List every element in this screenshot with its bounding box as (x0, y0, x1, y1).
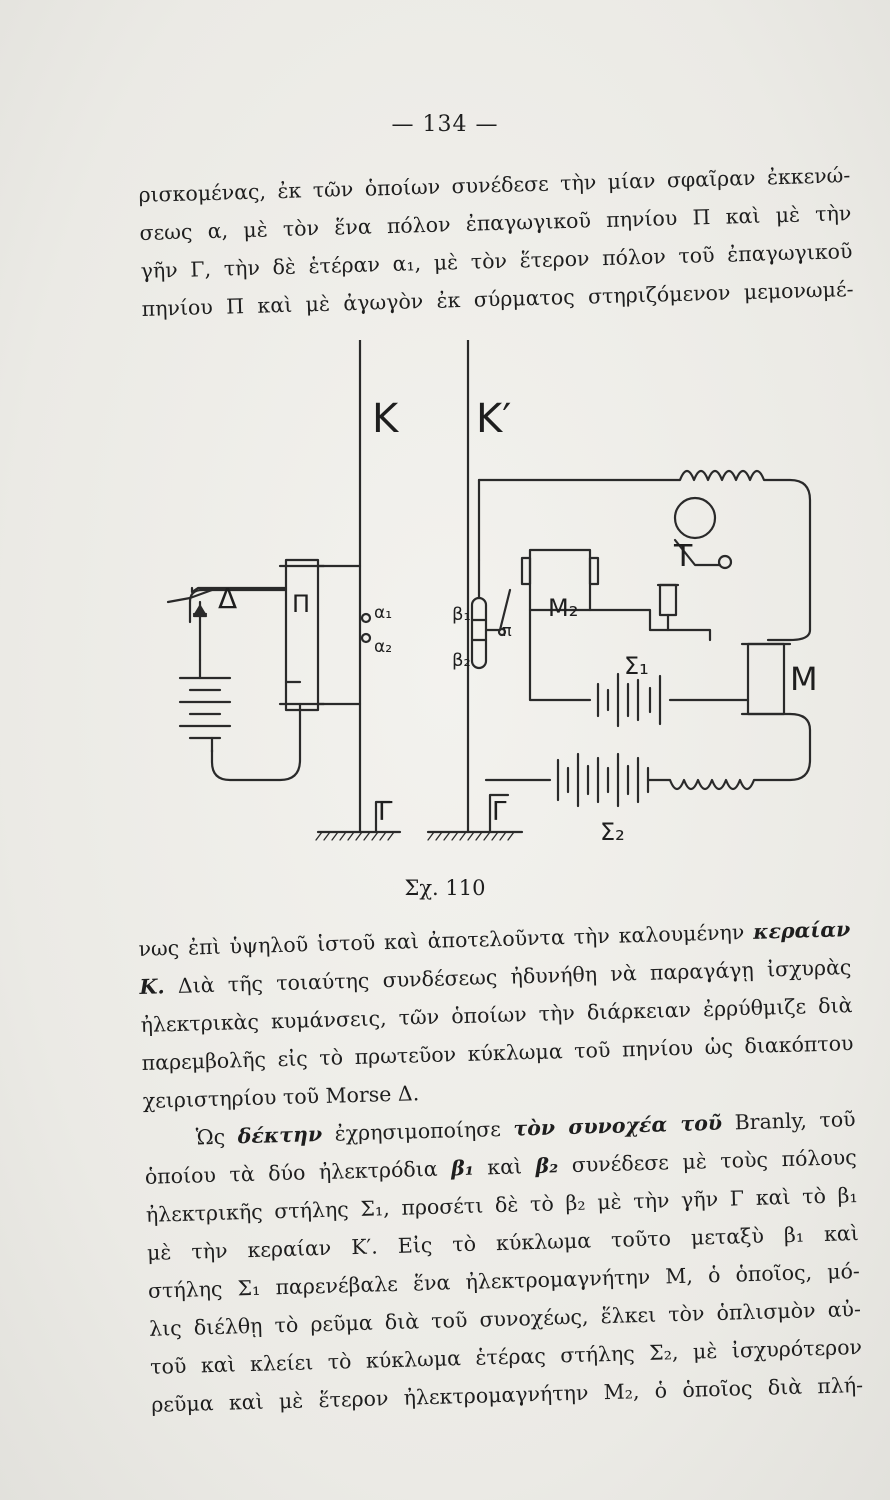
text-line: ρεῦμα καὶ μὲ ἕτερον ἠλεκτρομαγνήτην Μ₂, ὁ ὁποῖος διὰ πλή- (150, 1372, 864, 1417)
text-line: νως ἐπὶ ὑψηλοῦ ἱστοῦ καὶ ἀποτελοῦντα τὴν καλουμένην κεραίαν (138, 917, 851, 961)
inductor-top (479, 471, 810, 640)
text-line: ἠλεκτρικῆς στήλης Σ₁, προσέτι δὲ τὸ β₂ μὲ τὴν γῆν Γ καὶ τὸ β₁ (145, 1183, 859, 1227)
text-line: λις διέλθῃ τὸ ρεῦμα διὰ τοῦ συνοχέως, ἕλκει τὸν ὁπλισμὸν αὐ- (148, 1296, 862, 1341)
label-alpha2: α₂ (374, 637, 393, 657)
label-k: K (372, 396, 399, 442)
bottom-paragraph (138, 910, 864, 1424)
text-line: ὁποίου τὰ δύο ἠλεκτρόδια β₁ καὶ β₂ συνέδεσε μὲ τοὺς πόλους (144, 1145, 857, 1189)
label-pi-coil: Π (292, 590, 311, 618)
text-line: ἠλεκτρικὰς κυμάνσεις, τῶν ὁποίων τὴν διάρκειαν ἐρρύθμιζε διὰ (140, 993, 853, 1037)
battery-left (180, 660, 230, 752)
label-sigma1: Σ₁ (624, 652, 649, 680)
label-m2: M₂ (548, 594, 579, 622)
label-beta1: β₁ (452, 604, 471, 625)
label-k-prime: K′ (476, 396, 512, 442)
label-gamma-right: Γ (492, 797, 507, 827)
circuit-diagram (150, 340, 840, 860)
text-line: παρεμβολῆς εἰς τὸ πρωτεῦον κύκλωμα τοῦ πηνίου ὡς διακόπτου (141, 1031, 854, 1075)
label-beta2: β₂ (452, 650, 471, 671)
battery-sigma2 (486, 754, 648, 806)
label-sigma2: Σ₂ (600, 818, 625, 846)
circuit-figure (150, 340, 840, 860)
text-line: μὲ τὴν κεραίαν Κ′. Εἰς τὸ κύκλωμα τοῦτο μεταξὺ β₁ καὶ (146, 1220, 860, 1265)
label-gamma-left: Γ (378, 797, 393, 827)
text-line: σεως α, μὲ τὸν ἕνα πόλον ἐπαγωγικοῦ πηνίου Π καὶ μὲ τὴν (139, 201, 852, 245)
spark-ball-a1 (362, 614, 370, 622)
coherer (472, 598, 486, 668)
figure-caption: Σχ. 110 (404, 876, 486, 900)
text-line: ρισκομένας, ἐκ τῶν ὁποίων συνέδεσε τὴν μίαν σφαῖραν ἐκκενώ- (138, 163, 851, 207)
text-line: στήλης Σ₁ παρενέβαλε ἕνα ἠλεκτρομαγνήτην Μ, ὁ ὁποῖος, μό- (147, 1258, 861, 1303)
tapper-bell (675, 498, 715, 538)
ground-right-hatch (428, 832, 514, 840)
induction-coil (286, 560, 318, 710)
text-line: γῆν Γ, τὴν δὲ ἑτέραν α₁, μὲ τὸν ἕτερον πόλον τοῦ ἐπαγωγικοῦ (140, 239, 853, 283)
top-paragraph (138, 156, 854, 328)
label-alpha1: α₁ (374, 603, 393, 623)
label-m: M (790, 660, 818, 698)
label-t: T (674, 539, 693, 574)
text-line: πηνίου Π καὶ μὲ ἀγωγὸν ἐκ σύρματος στηριζόμενον μεμονωμέ- (141, 277, 854, 321)
text-line: χειριστηρίου τοῦ Morse Δ. (142, 1081, 420, 1113)
inductor-bottom (648, 714, 810, 789)
text-line: τοῦ καὶ κλείει τὸ κύκλωμα ἑτέρας στήλης Σ₂, μὲ ἰσχυρότερον (149, 1334, 863, 1379)
relay-m (748, 644, 784, 714)
page-number: — 134 — (391, 112, 499, 137)
ground-left-hatch (316, 832, 394, 840)
text-line: Ὡς δέκτην ἐχρησιμοποίησε τὸν συνοχέα τοῦ Branly, τοῦ (195, 1107, 856, 1150)
spark-ball-a2 (362, 634, 370, 642)
text-line: Κ. Διὰ τῆς τοιαύτης συνδέσεως ἠδυνήθη νὰ παραγάγῃ ἰσχυρὰς (139, 955, 852, 999)
label-small-pi: π (502, 621, 512, 640)
label-delta: Δ (218, 582, 238, 615)
